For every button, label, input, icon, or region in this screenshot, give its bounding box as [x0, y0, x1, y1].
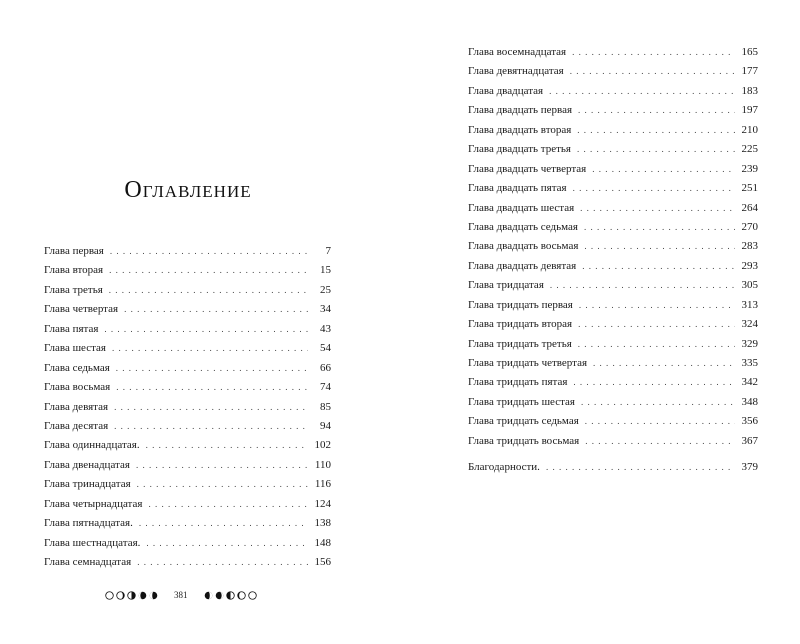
- toc-entry-title: Глава десятая: [44, 419, 109, 432]
- toc-entry-title: Глава первая: [44, 245, 104, 257]
- dot-leader: [110, 242, 308, 261]
- toc-entry: [468, 140, 758, 159]
- dot-leader: [573, 179, 735, 198]
- page-number: 381: [174, 590, 188, 600]
- toc-entry: [44, 417, 331, 436]
- dot-leader: [578, 335, 735, 354]
- toc-entry-title: Глава двадцать четвертая: [468, 162, 587, 175]
- toc-entry-page: 148: [314, 536, 331, 549]
- toc-entry-page: 197: [741, 104, 758, 117]
- toc-entry-page: 34: [320, 303, 331, 316]
- toc-entry: [468, 121, 758, 140]
- toc-entry-page: 165: [741, 46, 758, 58]
- toc-entry: [44, 398, 331, 417]
- toc-entry: [44, 514, 331, 533]
- dot-leader: [577, 140, 735, 159]
- toc-entry-title: Глава пятая: [44, 322, 99, 335]
- toc-entry-page: 25: [320, 283, 331, 296]
- dot-leader: [573, 373, 735, 392]
- toc-entry: [468, 432, 758, 451]
- toc-entry-page: 335: [741, 357, 758, 369]
- toc-entry: [44, 495, 331, 514]
- toc-entry-title: Глава двадцать восьмая: [468, 240, 579, 253]
- toc-entry-title: Глава тринадцатая: [44, 478, 131, 491]
- waning-gibbous-icon: [215, 591, 224, 600]
- toc-entry: [468, 199, 758, 218]
- dot-leader: [139, 514, 308, 533]
- toc-entry-title: Глава четырнадцатая: [44, 497, 143, 510]
- dot-leader: [585, 412, 735, 431]
- toc-entry-title: Глава двадцать третья: [468, 143, 571, 156]
- dot-leader: [114, 398, 308, 417]
- dot-leader: [104, 320, 308, 339]
- toc-entry: [468, 412, 758, 431]
- dot-leader: [577, 121, 735, 140]
- toc-entry-page: 305: [741, 279, 758, 292]
- toc-entry-title: Глава тридцать первая: [468, 298, 573, 311]
- toc-entry-title: Глава тридцать шестая: [468, 395, 575, 408]
- toc-entry: [44, 339, 331, 358]
- toc-entry: [44, 281, 331, 300]
- toc-entry-title: Глава шестая: [44, 342, 106, 355]
- toc-entry-page: 124: [314, 497, 331, 510]
- toc-entry: [44, 553, 331, 572]
- toc-entry: [468, 315, 758, 334]
- toc-entry-title: Глава шестнадцатая.: [44, 536, 141, 549]
- toc-entry-title: Глава тридцать третья: [468, 337, 572, 350]
- toc-entry-title: Глава двадцать первая: [468, 104, 573, 117]
- moon-phases-right: [204, 591, 257, 600]
- toc-entry-title: Глава двадцать вторая: [468, 123, 572, 136]
- toc-entry-title: Глава двенадцатая: [44, 458, 130, 471]
- toc-entry-page: 177: [741, 65, 758, 78]
- toc-entry-page: 94: [320, 419, 331, 432]
- toc-entry-page: 324: [741, 318, 758, 331]
- page-footer: [105, 590, 275, 600]
- toc-entry: [44, 300, 331, 319]
- last-quarter-icon: [226, 591, 235, 600]
- toc-entry-page: 264: [741, 201, 758, 214]
- toc-entry-page: 15: [320, 264, 331, 277]
- dot-leader: [114, 417, 308, 436]
- toc-entry-title: Глава пятнадцатая.: [44, 517, 133, 530]
- toc-entry-title: Глава тридцать четвертая: [468, 357, 588, 369]
- dot-leader: [109, 281, 308, 300]
- toc-right-column: [468, 43, 758, 478]
- first-quarter-icon: [127, 591, 136, 600]
- toc-entry-page: 116: [314, 478, 331, 491]
- waxing-gibbous-icon: [149, 591, 158, 600]
- waxing-crescent-icon: [116, 591, 125, 600]
- toc-entry-page: 225: [741, 143, 758, 156]
- toc-entry-title: Глава двадцать пятая: [468, 182, 567, 195]
- toc-entry: [468, 373, 758, 392]
- toc-entry-page: 342: [741, 376, 758, 389]
- toc-entry-page: 283: [741, 240, 758, 253]
- dot-leader: [124, 300, 308, 319]
- new-moon-icon: [248, 591, 257, 600]
- waning-gibbous-icon: [204, 591, 213, 600]
- toc-entry-page: 183: [741, 84, 758, 97]
- toc-entry: [468, 354, 758, 373]
- dot-leader: [579, 296, 735, 315]
- toc-entry-page: 102: [314, 439, 331, 452]
- toc-entry-page: 379: [741, 461, 758, 474]
- toc-entry-title: Глава четвертая: [44, 303, 119, 316]
- toc-entry-title: Глава двадцатая: [468, 84, 544, 97]
- toc-entry-page: 348: [741, 395, 758, 408]
- dot-leader: [584, 237, 735, 256]
- dot-leader: [137, 475, 308, 494]
- dot-leader: [582, 257, 735, 276]
- dot-leader: [148, 495, 308, 514]
- toc-entry: [44, 320, 331, 339]
- toc-entry-title: Глава одиннадцатая.: [44, 439, 140, 452]
- toc-entry: [468, 82, 758, 101]
- toc-entry-page: 313: [741, 298, 758, 311]
- toc-entry-page: 239: [741, 162, 758, 175]
- toc-entry-page: 110: [314, 458, 331, 471]
- toc-entry-title: Глава восьмая: [44, 381, 111, 394]
- moon-phases-left: [105, 591, 158, 600]
- toc-entry-page: 85: [320, 400, 331, 413]
- toc-entry: [468, 276, 758, 295]
- dot-leader: [116, 359, 308, 378]
- toc-entry-page: 293: [741, 259, 758, 272]
- toc-entry-page: 367: [741, 434, 758, 447]
- toc-entry: [44, 534, 331, 553]
- new-moon-icon: [105, 591, 114, 600]
- dot-leader: [549, 82, 735, 101]
- dot-leader: [550, 276, 735, 295]
- toc-entry-page: 210: [741, 123, 758, 136]
- toc-entry-title: Глава третья: [44, 283, 103, 296]
- dot-leader: [137, 553, 308, 572]
- toc-entry-page: 356: [741, 415, 758, 428]
- toc-entry-page: 54: [320, 342, 331, 355]
- toc-entry-title: Глава девятнадцатая: [468, 65, 564, 78]
- dot-leader: [112, 339, 308, 358]
- page-title: Оглавление: [124, 177, 252, 203]
- toc-entry-title: Глава восемнадцатая: [468, 46, 567, 58]
- toc-entry-page: 329: [741, 337, 758, 350]
- toc-entry-page: 43: [320, 322, 331, 335]
- toc-entry: [468, 62, 758, 81]
- toc-entry: [468, 43, 758, 62]
- toc-entry-title: Глава тридцать пятая: [468, 376, 568, 389]
- toc-entry-page: 138: [314, 517, 331, 530]
- dot-leader: [585, 432, 735, 451]
- toc-entry: [44, 242, 331, 261]
- toc-entry-page: 74: [320, 381, 331, 394]
- dot-leader: [546, 458, 735, 477]
- toc-entry-title: Глава вторая: [44, 264, 104, 277]
- dot-leader: [116, 378, 308, 397]
- toc-entry-title: Глава двадцать седьмая: [468, 220, 578, 233]
- toc-entry-page: 251: [741, 182, 758, 195]
- toc-entry-page: 66: [320, 361, 331, 374]
- dot-leader: [109, 261, 308, 280]
- toc-entry-page: 270: [741, 220, 758, 233]
- toc-entry: [468, 335, 758, 354]
- toc-entry: [468, 296, 758, 315]
- toc-left-column: [44, 242, 331, 572]
- toc-entry-title: Глава тридцать вторая: [468, 318, 573, 331]
- toc-entry: [468, 257, 758, 276]
- dot-leader: [578, 315, 735, 334]
- dot-leader: [592, 160, 735, 179]
- dot-leader: [572, 43, 735, 62]
- toc-entry-title: Глава девятая: [44, 400, 109, 413]
- toc-entry-title: Глава седьмая: [44, 361, 110, 374]
- toc-entry-title: Глава тридцать седьмая: [468, 415, 579, 428]
- dot-leader: [580, 199, 735, 218]
- toc-entry-title: Глава тридцать восьмая: [468, 434, 580, 447]
- toc-entry-page: 156: [314, 556, 331, 568]
- toc-entry: [44, 261, 331, 280]
- toc-entry-title: Глава семнадцатая: [44, 556, 132, 568]
- toc-entry: [468, 218, 758, 237]
- dot-leader: [581, 393, 735, 412]
- dot-leader: [593, 354, 735, 373]
- toc-entry-title: Глава двадцать девятая: [468, 259, 577, 272]
- toc-entry: [468, 101, 758, 120]
- toc-entry-title: Глава двадцать шестая: [468, 201, 575, 214]
- toc-entry: [44, 475, 331, 494]
- dot-leader: [570, 62, 735, 81]
- toc-entry: [468, 237, 758, 256]
- dot-leader: [146, 534, 308, 553]
- waning-crescent-icon: [237, 591, 246, 600]
- toc-entry: [44, 456, 331, 475]
- toc-entry: [468, 393, 758, 412]
- dot-leader: [584, 218, 735, 237]
- dot-leader: [146, 436, 308, 455]
- toc-entry-page: 7: [325, 245, 331, 257]
- toc-entry-title: Глава тридцатая: [468, 279, 544, 292]
- dot-leader: [578, 101, 735, 120]
- toc-entry: [44, 378, 331, 397]
- toc-entry-title: Благодарности.: [468, 461, 540, 474]
- dot-leader: [136, 456, 308, 475]
- toc-entry: [468, 160, 758, 179]
- toc-entry: [468, 458, 758, 477]
- toc-entry: [44, 436, 331, 455]
- toc-entry: [468, 179, 758, 198]
- waxing-gibbous-icon: [138, 591, 147, 600]
- toc-entry: [44, 359, 331, 378]
